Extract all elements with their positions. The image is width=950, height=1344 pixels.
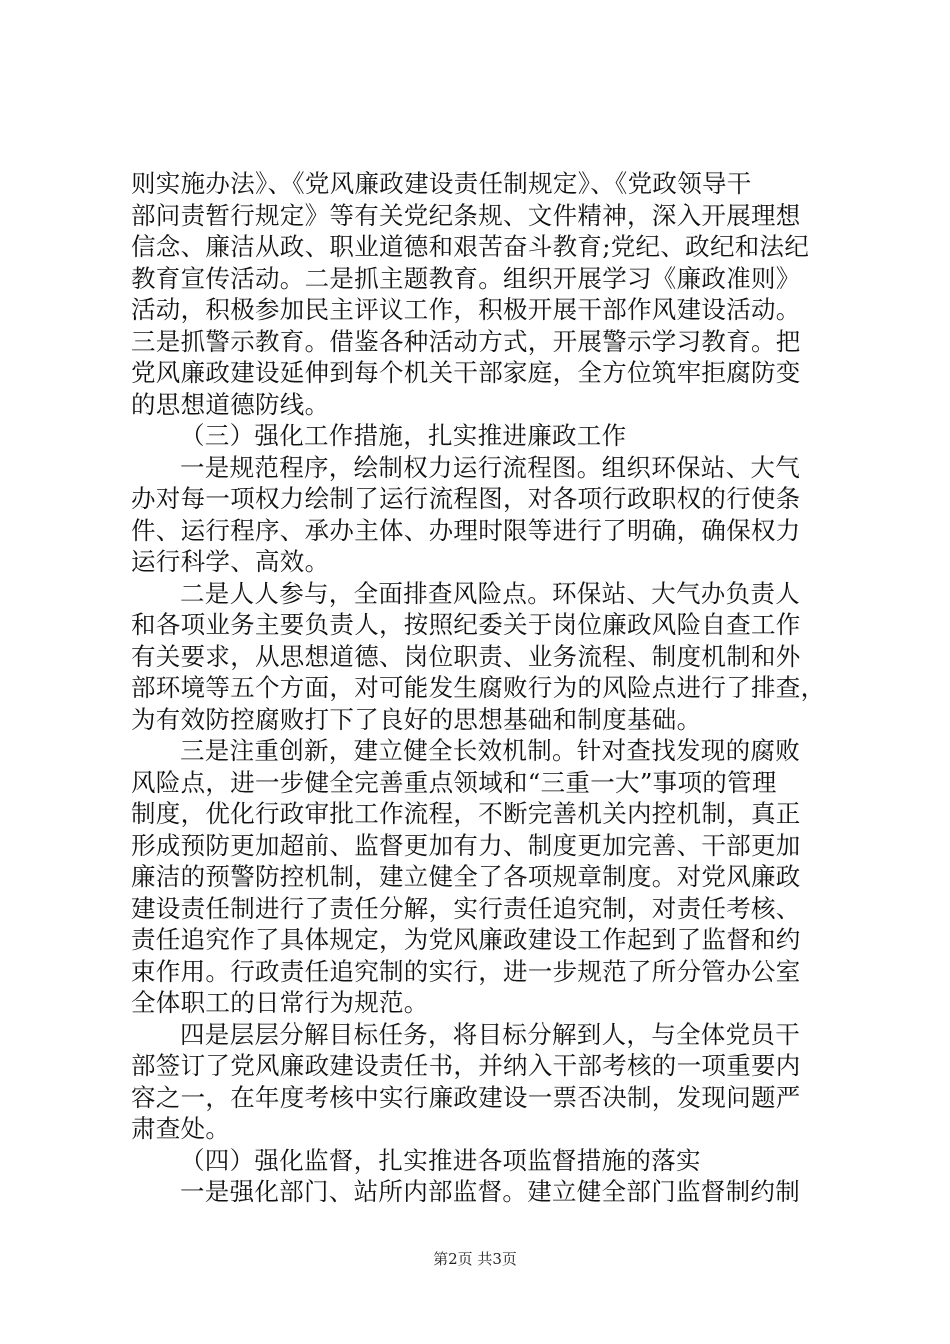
text-line: 件、运行程序、承办主体、办理时限等进行了明确，确保权力 bbox=[131, 515, 801, 545]
text-line: 活动，积极参加民主评议工作，积极开展干部作风建设活动。 bbox=[131, 295, 801, 324]
text-line: 部签订了党风廉政建设责任书，并纳入干部考核的一项重要内 bbox=[131, 1051, 801, 1080]
text-line: 容之一，在年度考核中实行廉政建设一票否决制，发现问题严 bbox=[131, 1082, 801, 1112]
text-line: 则实施办法》、《党风廉政建设责任制规定》、《党政领导干 bbox=[131, 169, 752, 198]
document-body bbox=[131, 168, 831, 1208]
text-line: 部环境等五个方面，对可能发生腐败行为的风险点进行了排查， bbox=[131, 673, 826, 702]
text-line: 责任追究作了具体规定，为党风廉政建设工作起到了监督和约 bbox=[131, 925, 801, 954]
text-line: 廉洁的预警防控机制，建立健全了各项规章制度。对党风廉政 bbox=[131, 862, 801, 891]
text-line: 建设责任制进行了责任分解，实行责任追究制，对责任考核、 bbox=[131, 893, 801, 923]
text-line: （四）强化监督，扎实推进各项监督措施的落实 bbox=[180, 1145, 701, 1175]
text-line: 二是人人参与，全面排查风险点。环保站、大气办负责人 bbox=[180, 578, 800, 608]
text-line: 运行科学、高效。 bbox=[131, 547, 330, 576]
text-line: 一是强化部门、站所内部监督。建立健全部门监督制约制 bbox=[180, 1177, 800, 1206]
text-line: 束作用。行政责任追究制的实行，进一步规范了所分管办公室 bbox=[131, 956, 801, 986]
text-line: 制度，优化行政审批工作流程，不断完善机关内控机制，真正 bbox=[131, 799, 801, 828]
text-line: 教育宣传活动。二是抓主题教育。组织开展学习《廉政准则》 bbox=[131, 263, 801, 293]
text-line: 部问责暂行规定》等有关党纪条规、文件精神，深入开展理想 bbox=[131, 200, 801, 230]
text-line: 有关要求，从思想道德、岗位职责、业务流程、制度机制和外 bbox=[131, 641, 801, 671]
page-number: 第2页 共3页 bbox=[433, 1250, 517, 1268]
text-line: 风险点，进一步健全完善重点领域和“三重一大”事项的管理 bbox=[131, 767, 777, 797]
text-line: 三是注重创新，建立健全长效机制。针对查找发现的腐败 bbox=[180, 736, 800, 765]
text-line: 形成预防更加超前、监督更加有力、制度更加完善、干部更加 bbox=[131, 830, 801, 860]
text-line: 信念、廉洁从政、职业道德和艰苦奋斗教育;党纪、政纪和法纪 bbox=[131, 232, 810, 261]
page-footer bbox=[0, 1248, 950, 1269]
text-line: 全体职工的日常行为规范。 bbox=[131, 988, 429, 1017]
text-line: 三是抓警示教育。借鉴各种活动方式，开展警示学习教育。把 bbox=[131, 326, 801, 356]
text-line: 办对每一项权力绘制了运行流程图，对各项行政职权的行使条 bbox=[131, 484, 801, 513]
text-line: 的思想道德防线。 bbox=[131, 389, 330, 419]
text-line: 一是规范程序，绘制权力运行流程图。组织环保站、大气 bbox=[180, 452, 800, 482]
text-line: 为有效防控腐败打下了良好的思想基础和制度基础。 bbox=[131, 704, 702, 734]
text-line: 肃查处。 bbox=[131, 1114, 231, 1143]
text-line: （三）强化工作措施，扎实推进廉政工作 bbox=[180, 421, 627, 450]
text-line: 四是层层分解目标任务，将目标分解到人，与全体党员干 bbox=[180, 1019, 800, 1049]
text-line: 党风廉政建设延伸到每个机关干部家庭，全方位筑牢拒腐防变 bbox=[131, 358, 801, 387]
text-line: 和各项业务主要负责人，按照纪委关于岗位廉政风险自查工作 bbox=[131, 610, 801, 639]
